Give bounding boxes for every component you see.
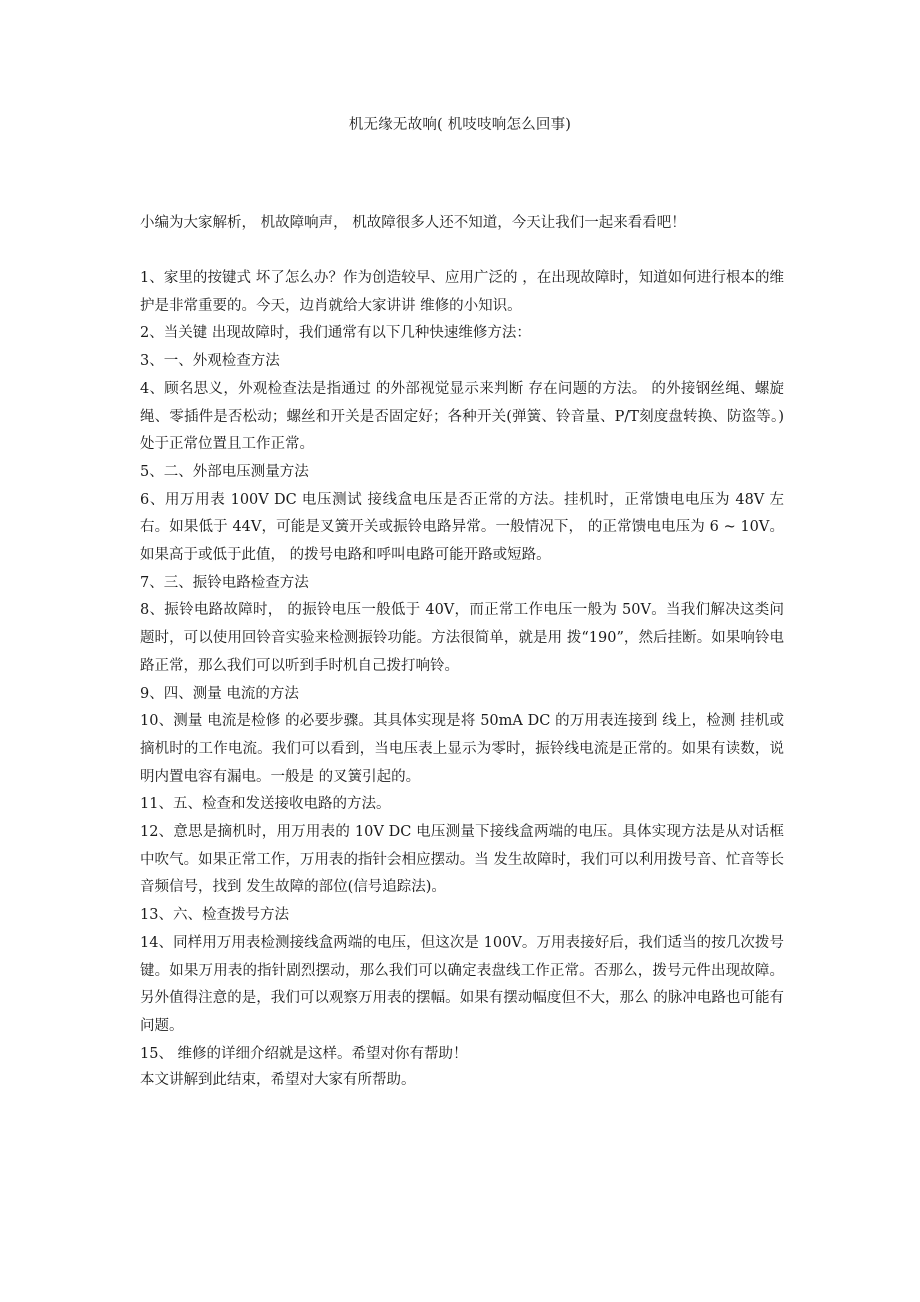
paragraph-7: 7、三、振铃电路检查方法 [140,574,309,591]
paragraph-11: 11、五、检查和发送接收电路的方法。 [140,796,391,813]
article-body [140,265,784,1068]
paragraph-3: 3、一、外观检查方法 [140,353,280,370]
paragraph-8: 8、振铃电路故障时， 的振铃电压一般低于 40V，而正常工作电压一般为 50V。当我们解决这类问题时，可以使用回铃音实验来检测振铃功能。方法很简单，就是用 拨“190”，然后挂断。如果响铃电路正常，那么我们可以听到手时机自己拨打响铃。 [140,602,784,674]
paragraph-14: 14、同样用万用表检测接线盒两端的电压，但这次是 100V。万用表接好后，我们适当的按几次拨号键。如果万用表的指针剧烈摆动，那么我们可以确定表盘线工作正常。否那么，拨号元件出现故障。另外值得注意的是，我们可以观察万用表的摆幅。如果有摆动幅度但不大，那么 的脉冲电路也可能有问题。 [140,934,784,1034]
paragraph-10: 10、测量 电流是检修 的必要步骤。其具体实现是将 50mA DC 的万用表连接到 线上，检测 挂机或摘机时的工作电流。我们可以看到，当电压表上显示为零时，振铃线电流是正常的。如果有读数，说明内置电容有漏电。一般是 的叉簧引起的。 [140,713,784,785]
page-title: 机无缘无故响( 机吱吱响怎么回事) [348,117,572,133]
paragraph-9: 9、四、测量 电流的方法 [140,685,299,702]
paragraph-5: 5、二、外部电压测量方法 [140,463,309,480]
paragraph-15: 15、 维修的详细介绍就是这样。希望对你有帮助！ [140,1045,468,1062]
paragraph-1: 1、家里的按键式 坏了怎么办？作为创造较早、应用广泛的 ，在出现故障时，知道如何进行根本的维护是非常重要的。今天，边肖就给大家讲讲 维修的小知识。 [140,270,784,314]
paragraph-12: 12、意思是摘机时，用万用表的 10V DC 电压测量下接线盒两端的电压。具体实现方法是从对话框中吹气。如果正常工作，万用表的指针会相应摆动。当 发生故障时，我们可以利用拨号音、忙音等长音频信号，找到 发生故障的部位(信号追踪法)。 [140,824,784,896]
paragraph-6: 6、用万用表 100V DC 电压测试 接线盒电压是否正常的方法。挂机时，正常馈电电压为 48V 左右。如果低于 44V，可能是叉簧开关或振铃电路异常。一般情况下， 的正常馈电电压为 6 ~ 10V。如果高于或低于此值， 的拨号电路和呼叫电路可能开路或短路。 [140,491,784,564]
paragraph-13: 13、六、检查拨号方法 [140,907,289,924]
paragraph-2: 2、当关键 出现故障时，我们通常有以下几种快速维修方法： [140,325,531,342]
paragraph-4: 4、顾名思义，外观检查法是指通过 的外部视觉显示来判断 存在问题的方法。 的外接钢丝绳、螺旋绳、零插件是否松动；螺丝和开关是否固定好；各种开关(弹簧、铃音量、P/T刻度盘转换、防盗等。)处于正常位置且工作正常。 [140,380,784,453]
intro-paragraph: 小编为大家解析， 机故障响声， 机故障很多人还不知道，今天让我们一起来看看吧！ [140,215,686,231]
closing-paragraph: 本文讲解到此结束，希望对大家有所帮助。 [140,1072,416,1088]
